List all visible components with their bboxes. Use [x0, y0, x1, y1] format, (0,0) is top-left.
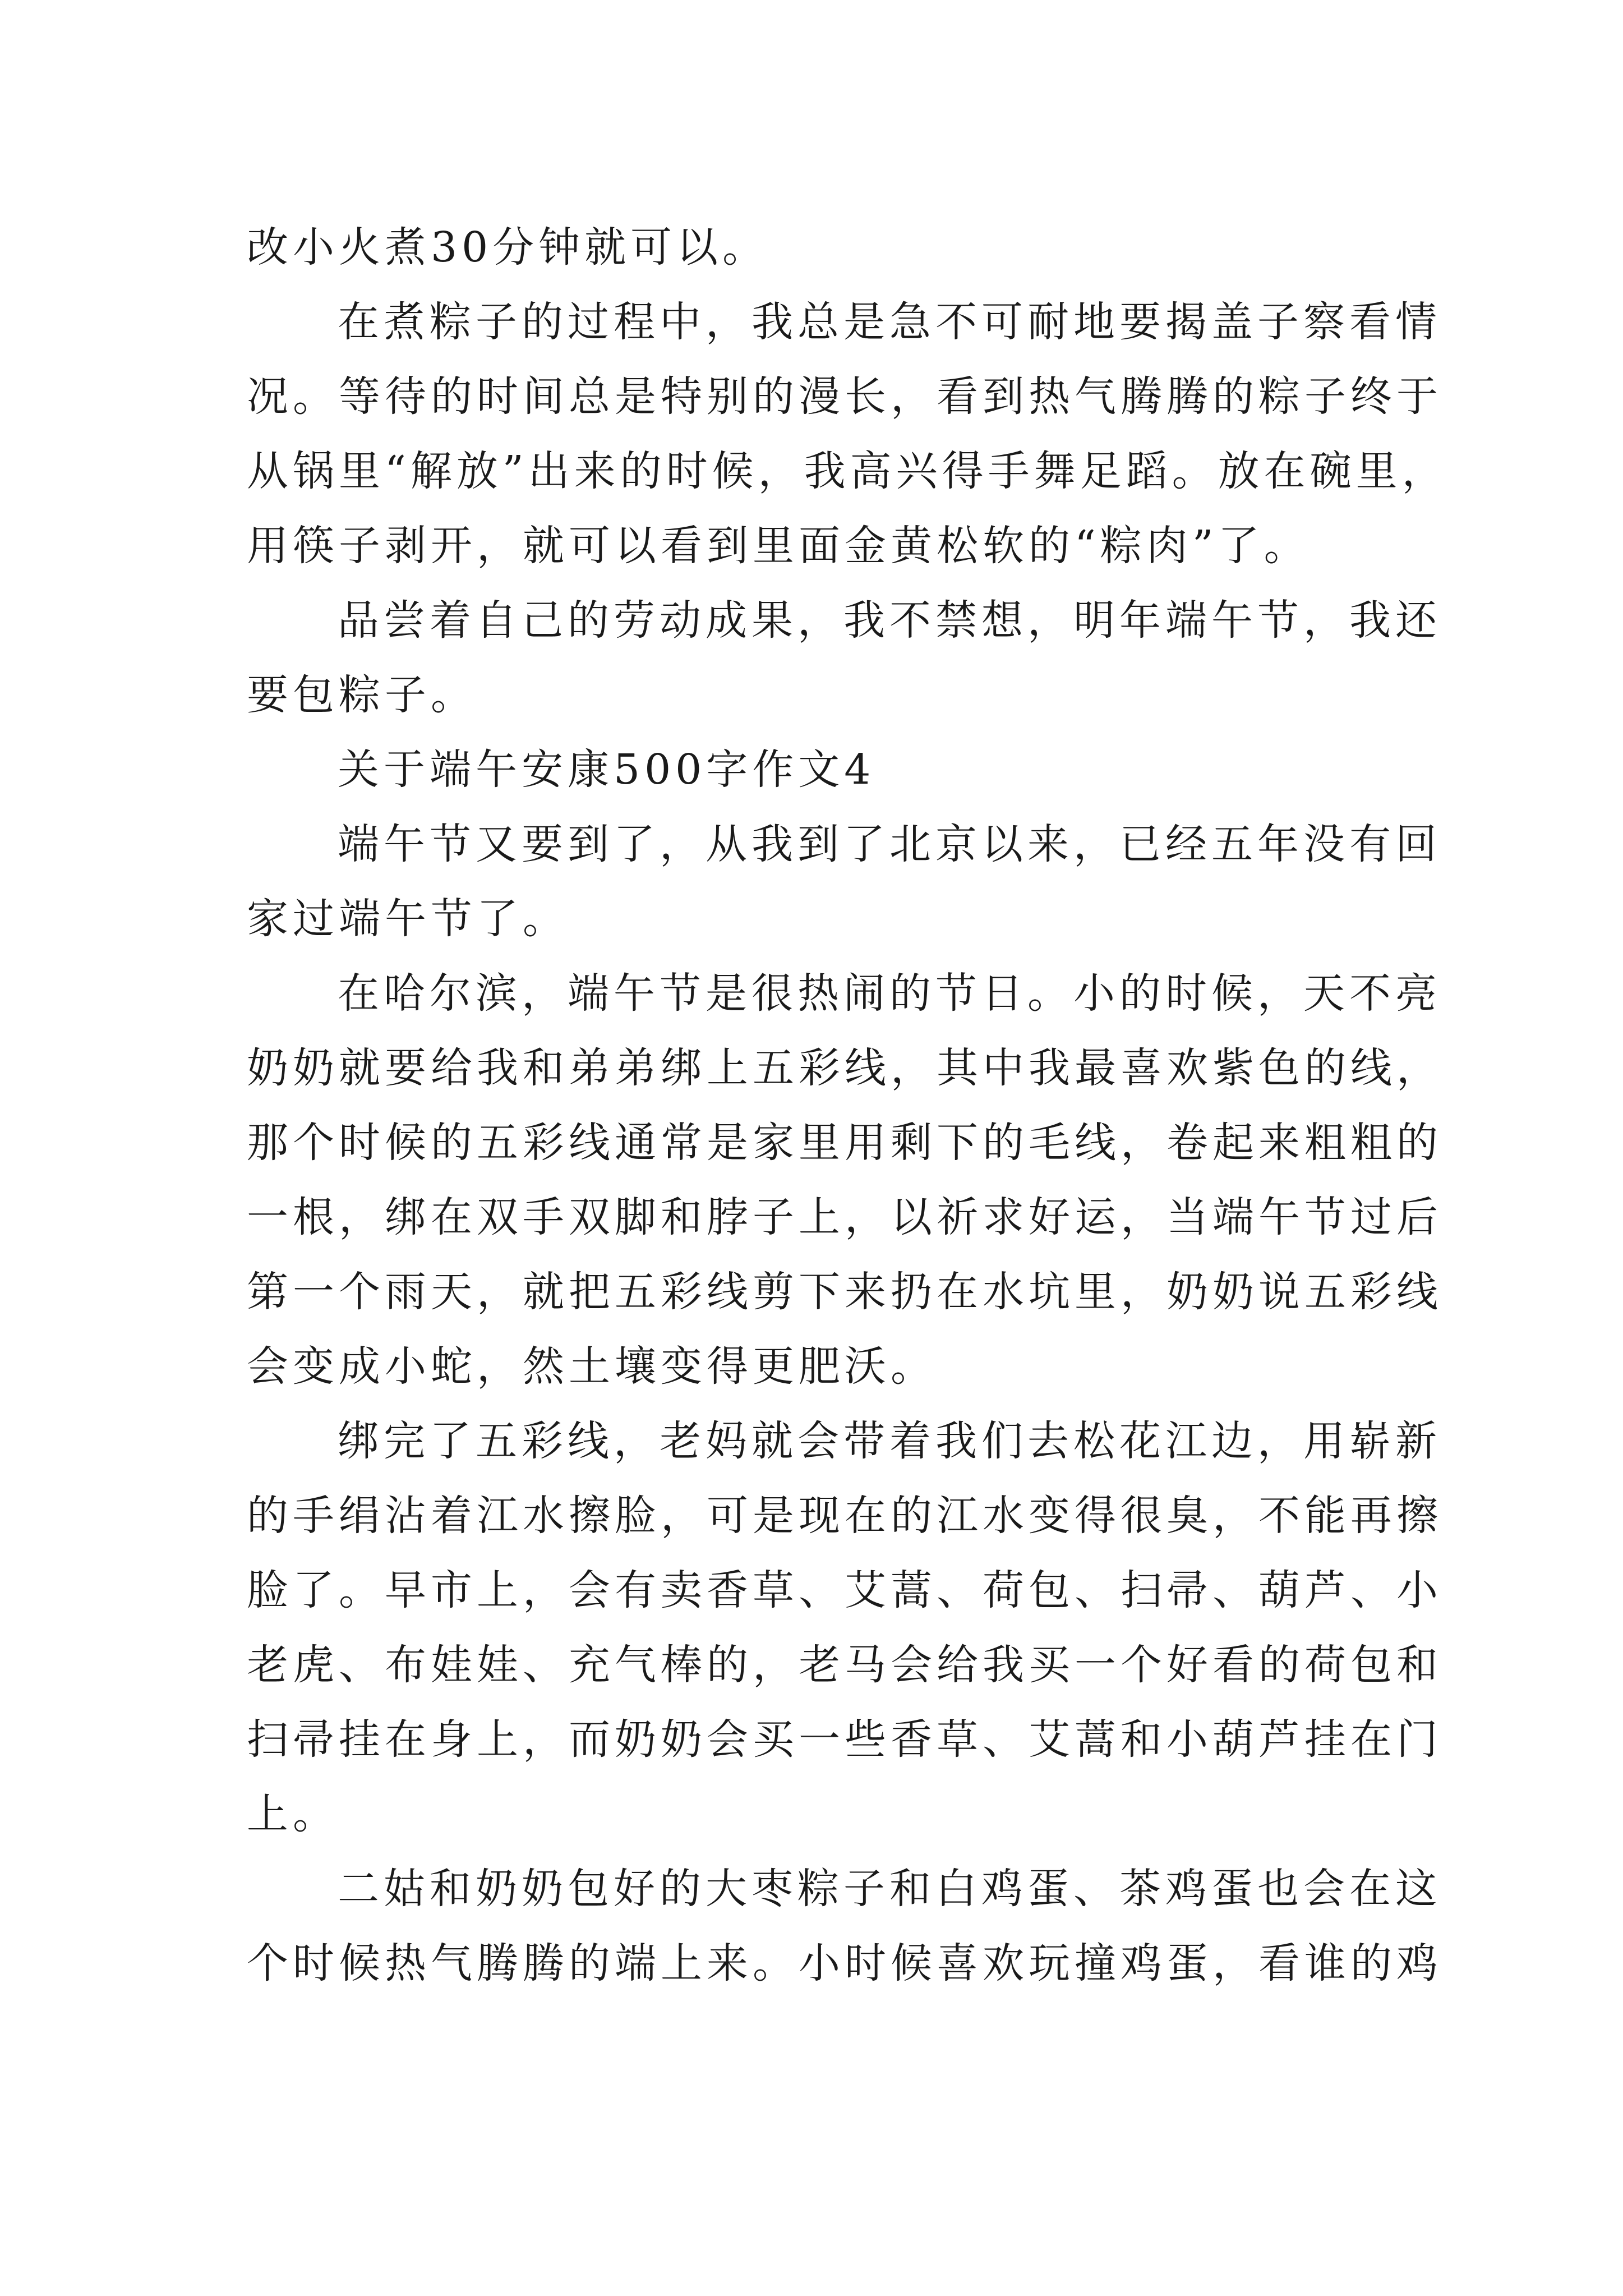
- text-line: 一根，绑在双手双脚和脖子上，以祈求好运，当端午节过后: [247, 1193, 1442, 1241]
- paragraph: [247, 583, 1441, 733]
- text-line: 那个时候的五彩线通常是家里用剩下的毛线，卷起来粗粗的: [247, 1119, 1442, 1167]
- text-line: 奶奶就要给我和弟弟绑上五彩线，其中我最喜欢紫色的线，: [247, 1044, 1442, 1092]
- text-line: 家过端午节了。: [247, 895, 569, 943]
- paragraph: [247, 733, 1402, 807]
- text-line: 会变成小蛇，然土壤变得更肥沃。: [247, 1342, 937, 1391]
- text-line: 在哈尔滨，端午节是很热闹的节日。小的时候，天不亮: [338, 969, 1441, 1018]
- text-line: 老虎、布娃娃、充气棒的，老马会给我买一个好看的荷包和: [247, 1641, 1442, 1689]
- text-line: 的手绢沾着江水擦脸，可是现在的江水变得很臭，不能再擦: [247, 1492, 1442, 1540]
- text-line: 用筷子剥开，就可以看到里面金黄松软的“粽肉”了。: [247, 522, 1310, 570]
- text-line: 端午节又要到了，从我到了北京以来，已经五年没有回: [338, 820, 1441, 868]
- text-line: 第一个雨天，就把五彩线剪下来扔在水坑里，奶奶说五彩线: [247, 1268, 1442, 1316]
- text-line: 个时候热气腾腾的端上来。小时候喜欢玩撞鸡蛋，看谁的鸡: [247, 1939, 1442, 1987]
- text-line: 要包粽子。: [247, 671, 477, 719]
- paragraph: [247, 1404, 1442, 1852]
- text-line: 二姑和奶奶包好的大枣粽子和白鸡蛋、茶鸡蛋也会在这: [338, 1865, 1441, 1913]
- paragraph: [247, 1852, 1442, 2001]
- text-line: 改小火煮30分钟就可以。: [247, 223, 769, 272]
- text-line: 脸了。早市上，会有卖香草、艾蒿、荷包、扫帚、葫芦、小: [247, 1566, 1442, 1614]
- text-line: 况。等待的时间总是特别的漫长，看到热气腾腾的粽子终于: [247, 372, 1442, 421]
- paragraph: [247, 807, 1441, 956]
- text-line: 绑完了五彩线，老妈就会带着我们去松花江边，用崭新: [338, 1417, 1441, 1465]
- text-line: 品尝着自己的劳动成果，我不禁想，明年端午节，我还: [338, 596, 1441, 645]
- paragraph: [247, 285, 1448, 583]
- text-line: 扫帚挂在身上，而奶奶会买一些香草、艾蒿和小葫芦挂在门: [247, 1715, 1442, 1764]
- text-line: 上。: [247, 1790, 339, 1838]
- paragraph: [247, 956, 1442, 1404]
- text-line: 在煮粽子的过程中，我总是急不可耐地要揭盖子察看情: [338, 298, 1441, 346]
- text-line: 关于端午安康500字作文4: [338, 746, 875, 794]
- paragraph: [247, 210, 1402, 285]
- document-body: [247, 210, 1448, 2001]
- text-line: 从锅里“解放”出来的时候，我高兴得手舞足蹈。放在碗里，: [247, 447, 1448, 495]
